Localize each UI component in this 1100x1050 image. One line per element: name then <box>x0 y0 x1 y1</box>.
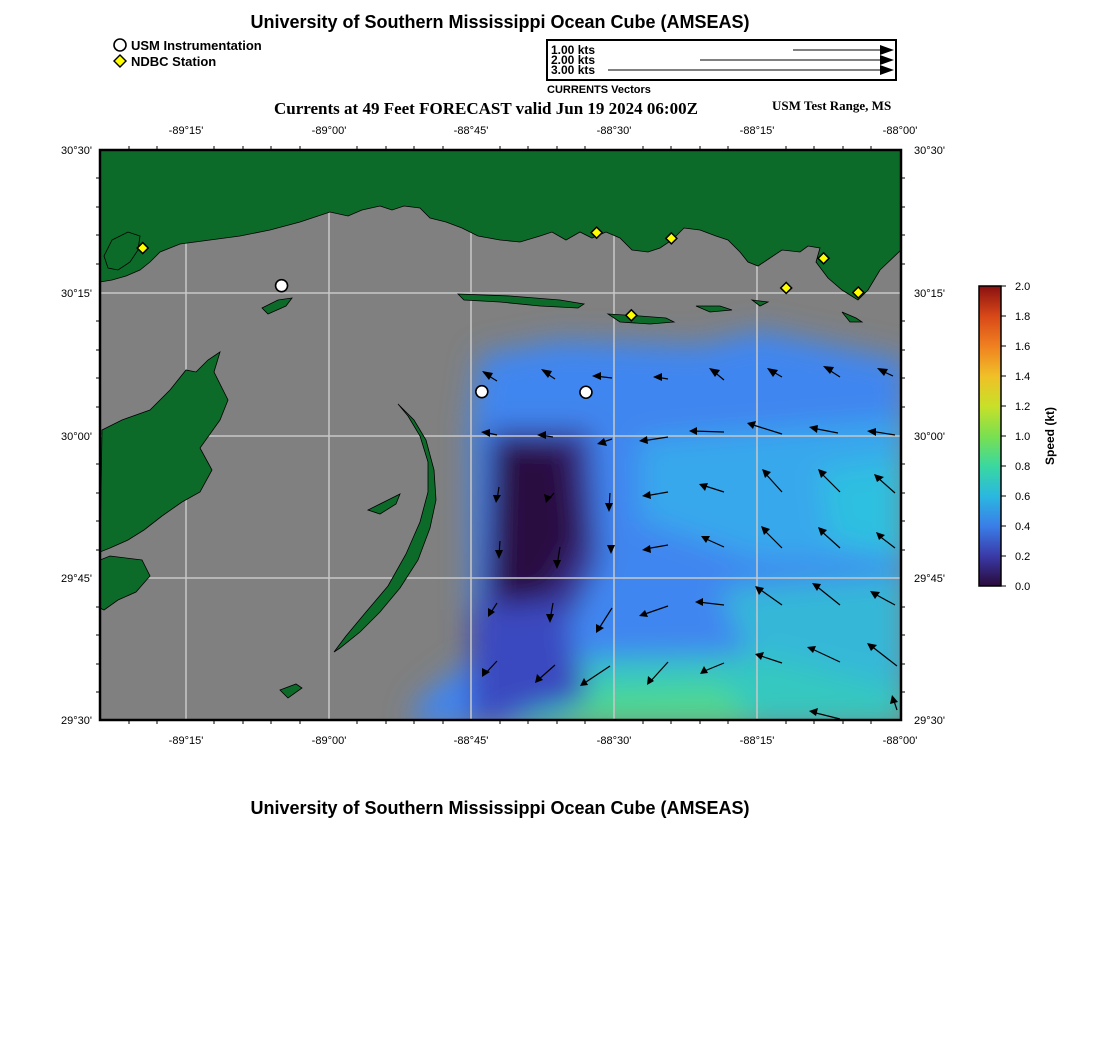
colorbar-tick-label: 1.2 <box>1015 401 1031 413</box>
lat-label: 29°45' <box>61 573 92 585</box>
colorbar-tick-label: 0.8 <box>1015 461 1031 473</box>
vector-scale-1kt: 1.00 kts <box>551 43 596 57</box>
forecast-subtitle: Currents at 49 Feet FORECAST valid Jun 19 2024 06:00Z <box>274 99 698 118</box>
lat-labels-right <box>914 145 945 727</box>
lat-label: 30°30' <box>914 145 945 157</box>
usm-instrument-marker <box>580 386 592 398</box>
lon-label: -89°00' <box>311 735 347 747</box>
lon-labels-top <box>169 125 918 137</box>
speed-colorbar <box>979 281 1057 593</box>
lon-label: -88°15' <box>739 125 775 137</box>
vector-scale-2kt: 2.00 kts <box>551 53 596 67</box>
lon-label: -89°00' <box>311 125 347 137</box>
lon-label: -89°15' <box>168 125 204 137</box>
colorbar-tick-label: 1.6 <box>1015 341 1031 353</box>
lat-label: 30°30' <box>61 145 92 157</box>
lat-label: 30°15' <box>61 288 92 300</box>
lon-label: -88°30' <box>596 125 632 137</box>
lon-labels-bottom <box>169 735 918 747</box>
lon-label: -89°15' <box>168 735 204 747</box>
lon-label: -88°00' <box>882 735 918 747</box>
lat-label: 29°30' <box>61 715 92 727</box>
colorbar-tick-label: 0.6 <box>1015 491 1031 503</box>
lon-label: -88°30' <box>596 735 632 747</box>
colorbar-tick-label: 0.4 <box>1015 521 1031 533</box>
lon-label: -88°45' <box>453 735 489 747</box>
lat-labels-left <box>61 145 92 727</box>
range-label: USM Test Range, MS <box>772 98 892 113</box>
lat-label: 29°30' <box>914 715 945 727</box>
colorbar-tick-label: 0.0 <box>1015 581 1031 593</box>
footer-title: University of Southern Mississippi Ocean Cube (AMSEAS) <box>250 798 750 818</box>
lat-label: 30°00' <box>914 431 945 443</box>
lat-label: 29°45' <box>914 573 945 585</box>
colorbar-ticks <box>1001 281 1030 593</box>
lon-label: -88°00' <box>882 125 918 137</box>
colorbar-tick-label: 1.4 <box>1015 371 1031 383</box>
vector-scale-3kt: 3.00 kts <box>551 63 596 77</box>
legend-ndbc-label: NDBC Station <box>131 53 217 69</box>
colorbar-label: Speed (kt) <box>1043 406 1057 466</box>
usm-instrument-marker <box>276 280 288 292</box>
map-area <box>100 150 905 725</box>
colorbar-gradient <box>979 286 1001 586</box>
colorbar-tick-label: 2.0 <box>1015 281 1031 293</box>
lat-label: 30°00' <box>61 431 92 443</box>
vector-caption: CURRENTS Vectors <box>547 84 651 96</box>
colorbar-tick-label: 0.2 <box>1015 551 1031 563</box>
legend-usm-label: USM Instrumentation <box>131 37 262 53</box>
lon-label: -88°15' <box>739 735 775 747</box>
chart-title: University of Southern Mississippi Ocean Cube (AMSEAS) <box>250 12 750 32</box>
usm-instrument-marker <box>476 386 488 398</box>
colorbar-tick-label: 1.0 <box>1015 431 1031 443</box>
lat-label: 30°15' <box>914 288 945 300</box>
lon-label: -88°45' <box>453 125 489 137</box>
colorbar-tick-label: 1.8 <box>1015 311 1031 323</box>
